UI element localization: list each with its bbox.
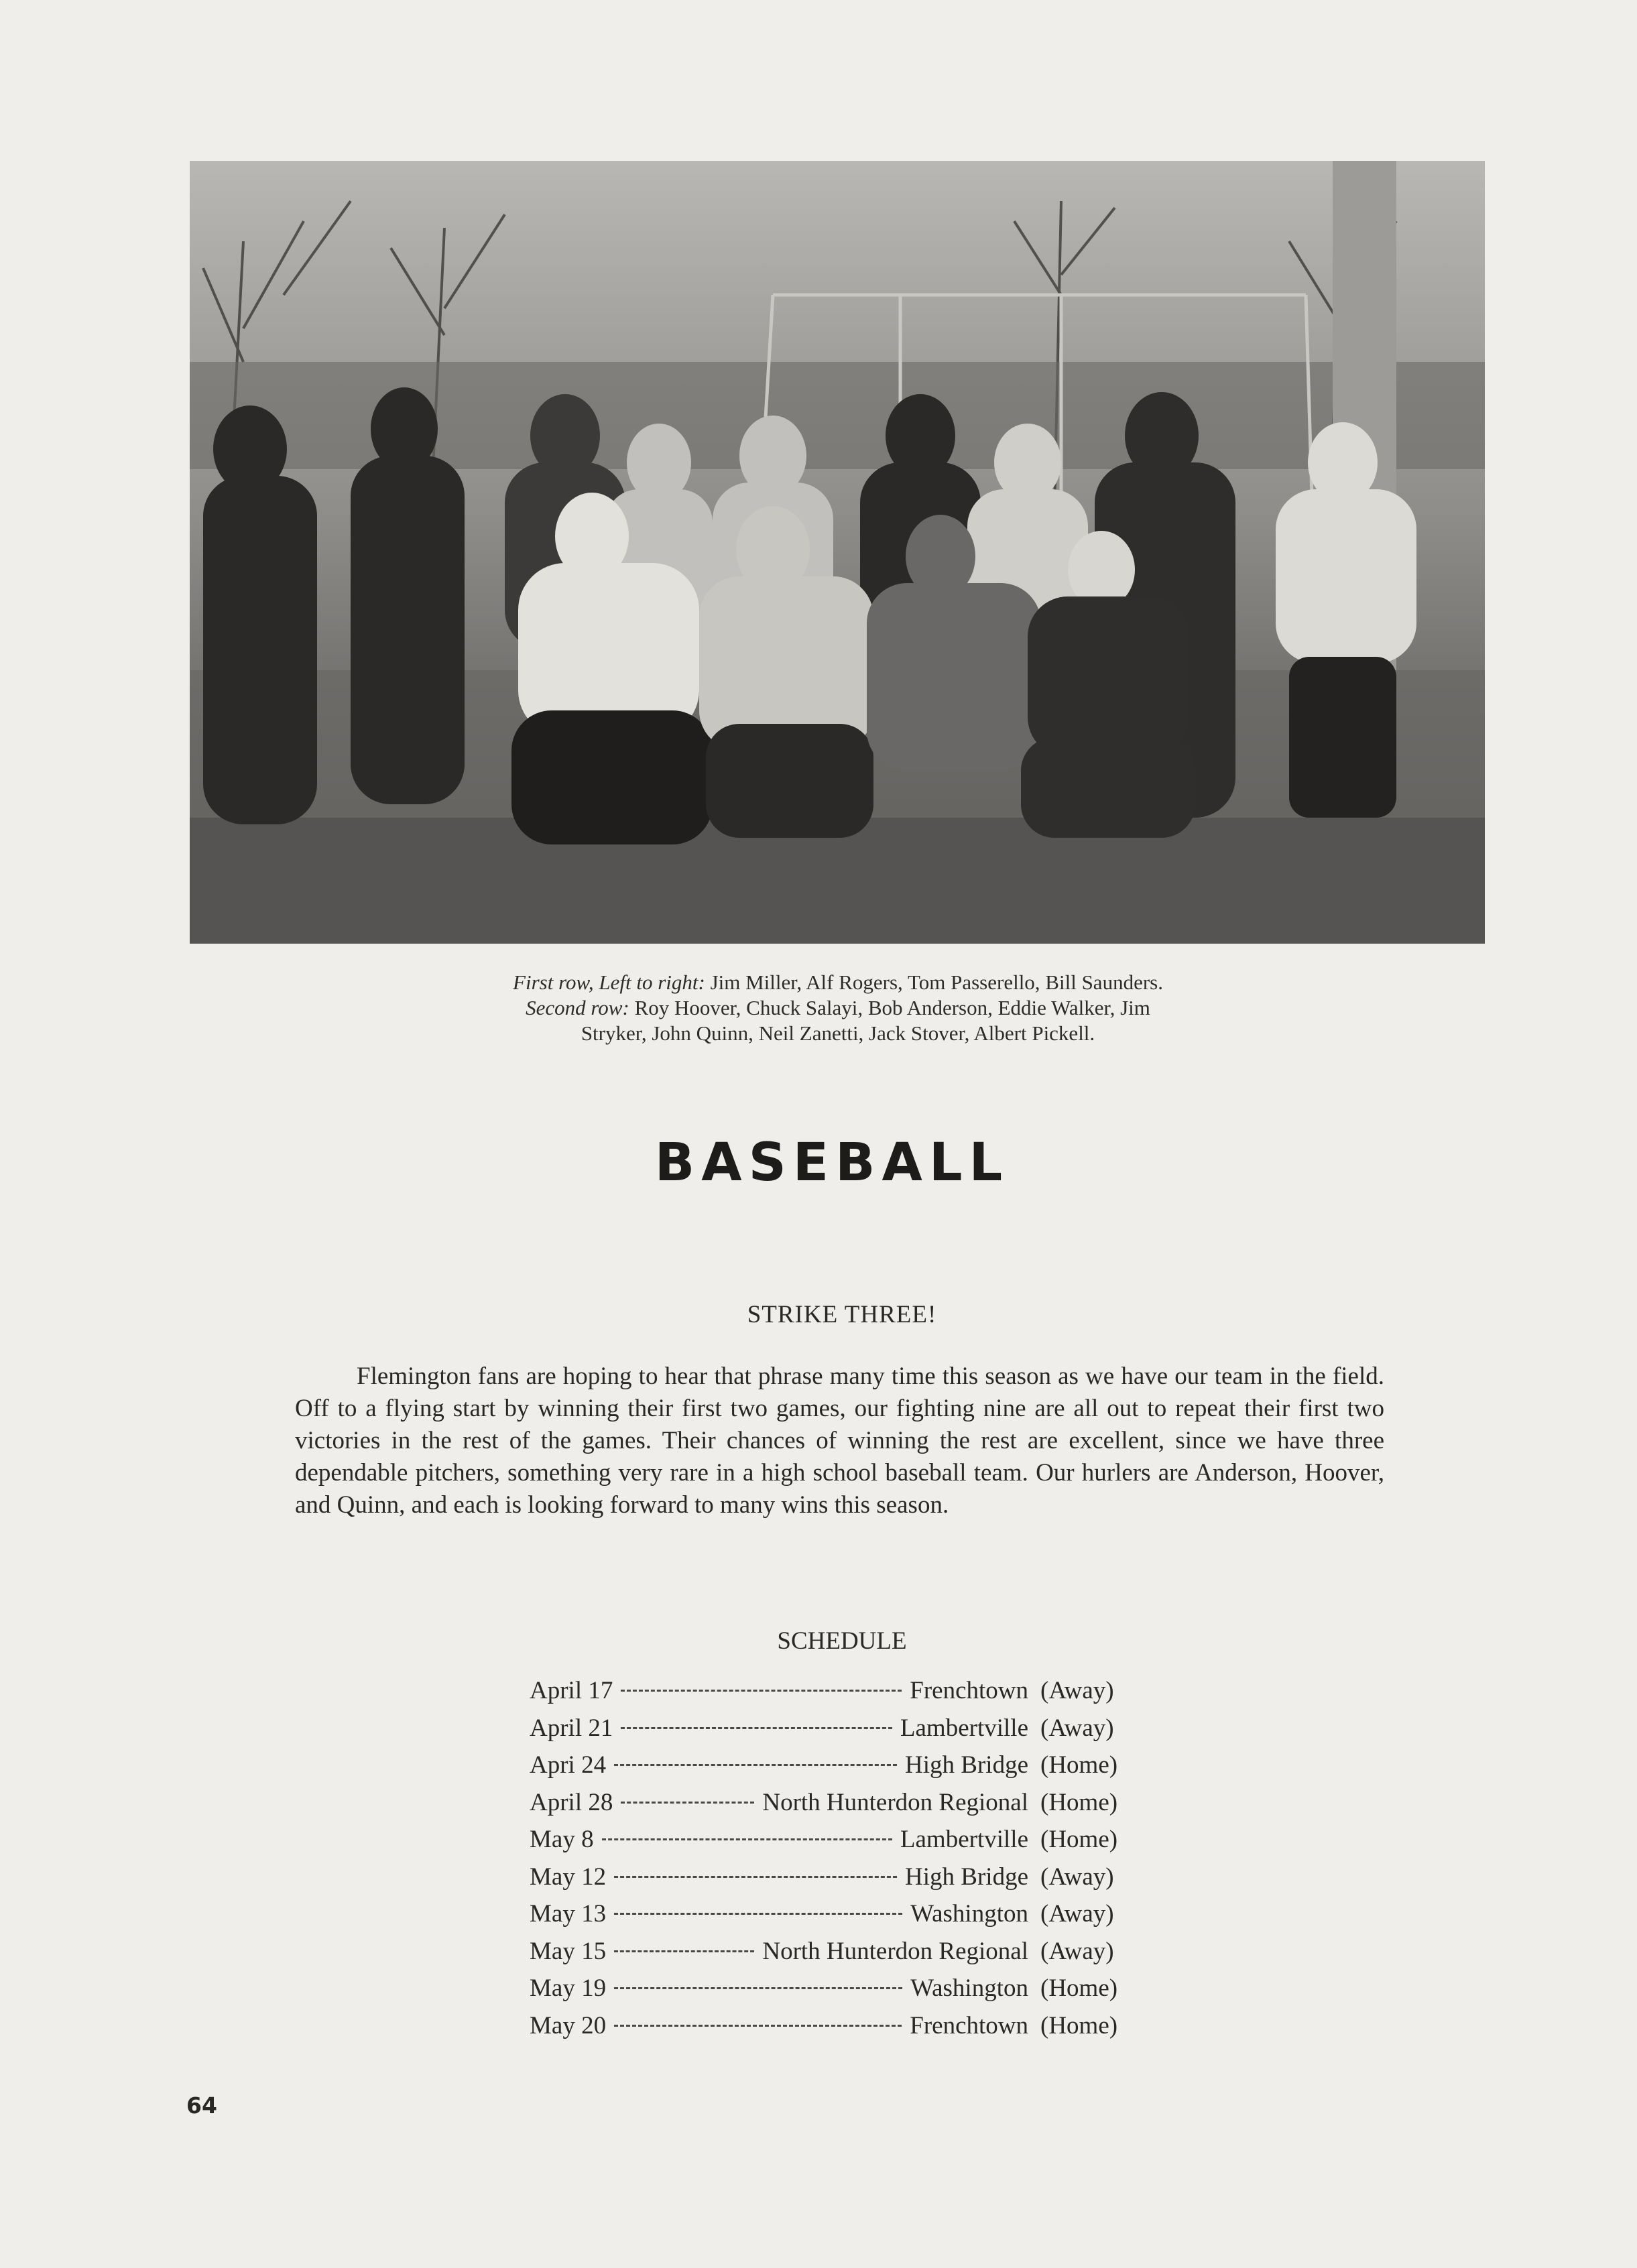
game-date: May 15	[530, 1937, 607, 1965]
game-opponent: Frenchtown	[910, 1677, 1028, 1704]
leader-dots	[602, 1838, 892, 1840]
schedule-list	[530, 1672, 1146, 2044]
game-date: May 12	[530, 1863, 607, 1891]
leader-dots	[621, 1727, 892, 1729]
caption-first-row-label: First row, Left to right:	[513, 970, 705, 994]
game-opponent: High Bridge	[905, 1863, 1028, 1891]
leader-dots	[614, 1987, 902, 1989]
game-opponent: Frenchtown	[910, 2011, 1028, 2039]
game-opponent: North Hunterdon Regional	[762, 1937, 1028, 1965]
game-date: April 21	[530, 1714, 613, 1742]
schedule-row	[530, 1784, 1146, 1822]
game-location: (Away)	[1040, 1900, 1114, 1928]
game-opponent: Lambertville	[900, 1826, 1028, 1853]
game-location: (Away)	[1040, 1863, 1114, 1891]
article-body: Flemington fans are hoping to hear that phrase many time this season as we have our team in the field. Off to a flying start by winning their first two games, our fighting nine are all out to repeat their first two victories in the rest of the games. Their chances of winning the rest are excellent, since we have three dependable pitchers, something very rare in a high school baseball team. Our hurlers are Anderson, Hoover, and Quinn, and each is looking forward to many wins this season.	[295, 1363, 1384, 1519]
leader-dots	[614, 1876, 897, 1878]
leader-dots	[621, 1802, 754, 1804]
game-date: May 13	[530, 1900, 607, 1928]
caption-first-row-names: Jim Miller, Alf Rogers, Tom Passerello, Bill Saunders.	[705, 970, 1163, 994]
leader-dots	[621, 1690, 902, 1692]
page-number: 64	[186, 2092, 217, 2119]
game-location: (Home)	[1040, 1974, 1118, 2002]
schedule-row	[530, 1970, 1146, 2007]
game-location: (Home)	[1040, 2011, 1118, 2039]
game-location: (Home)	[1040, 1751, 1118, 1779]
schedule-row	[530, 1747, 1146, 1784]
caption-line-3: Stryker, John Quinn, Neil Zanetti, Jack Stover, Albert Pickell.	[581, 1021, 1095, 1045]
leader-dots	[614, 1950, 754, 1952]
game-location: (Away)	[1040, 1714, 1114, 1742]
leader-dots	[614, 1913, 902, 1915]
schedule-title: SCHEDULE	[777, 1627, 907, 1655]
game-location: (Home)	[1040, 1826, 1118, 1853]
game-opponent: Washington	[910, 1900, 1028, 1928]
game-date: Apri 24	[530, 1751, 607, 1779]
page-title: BASEBALL	[654, 1133, 1010, 1193]
schedule-row	[530, 1895, 1146, 1933]
game-date: April 28	[530, 1788, 613, 1816]
game-date: May 19	[530, 1974, 607, 2002]
caption-second-row-label: Second row:	[526, 996, 629, 1019]
schedule-row	[530, 1858, 1146, 1896]
schedule-row	[530, 1672, 1146, 1710]
game-opponent: North Hunterdon Regional	[762, 1788, 1028, 1816]
leader-dots	[614, 2025, 902, 2027]
game-date: May 20	[530, 2011, 607, 2039]
schedule-row	[530, 1710, 1146, 1747]
schedule-row	[530, 2007, 1146, 2045]
game-location: (Away)	[1040, 1937, 1114, 1965]
game-opponent: Lambertville	[900, 1714, 1028, 1742]
article-subtitle: STRIKE THREE!	[747, 1301, 937, 1328]
game-date: May 8	[530, 1826, 594, 1853]
team-photo-icon	[190, 161, 1485, 944]
game-location: (Home)	[1040, 1788, 1118, 1816]
schedule-row	[530, 1933, 1146, 1970]
leader-dots	[614, 1764, 897, 1766]
caption-line-1	[282, 970, 1394, 995]
team-photo	[190, 161, 1485, 944]
photo-caption	[282, 970, 1394, 1046]
caption-line-2	[282, 995, 1394, 1021]
schedule-row	[530, 1821, 1146, 1858]
game-opponent: Washington	[910, 1974, 1028, 2002]
caption-second-row-names: Roy Hoover, Chuck Salayi, Bob Anderson, Eddie Walker, Jim	[629, 996, 1150, 1019]
game-date: April 17	[530, 1677, 613, 1704]
game-location: (Away)	[1040, 1677, 1114, 1704]
game-opponent: High Bridge	[905, 1751, 1028, 1779]
